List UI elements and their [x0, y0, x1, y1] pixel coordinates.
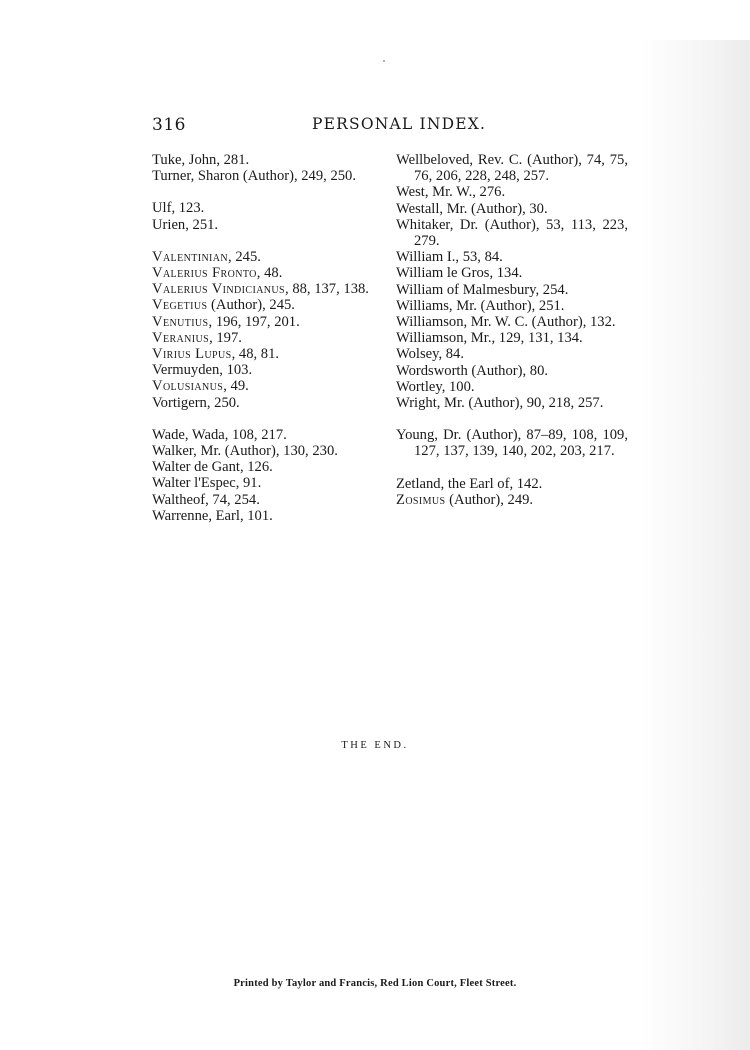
running-head: PERSONAL INDEX.	[312, 115, 487, 133]
index-entry: Zetland, the Earl of, 142.	[396, 475, 543, 492]
index-column-right	[396, 152, 628, 508]
index-entry: Walker, Mr. (Author), 130, 230.	[152, 443, 338, 460]
index-entry: Virius Lupus, 48, 81.	[152, 346, 280, 363]
index-entry: Wright, Mr. (Author), 90, 218, 257.	[396, 395, 604, 412]
index-entry: Wellbeloved, Rev. C. (Author), 74, 75, 76, 206, 228, 248, 257.	[396, 152, 628, 185]
index-entry: Ulf, 123.	[152, 200, 205, 217]
index-entry: Zosimus (Author), 249.	[396, 491, 534, 508]
index-entry: Wade, Wada, 108, 217.	[152, 426, 287, 443]
index-entry: Waltheof, 74, 254.	[152, 491, 260, 508]
index-entry: Wordsworth (Author), 80.	[396, 362, 549, 379]
page-number: 316	[152, 115, 186, 135]
index-entry: Volusianus, 49.	[152, 378, 249, 395]
the-end-label: THE END.	[341, 740, 409, 751]
index-entry: Westall, Mr. (Author), 30.	[396, 200, 548, 217]
index-entry: William I., 53, 84.	[396, 249, 503, 266]
index-entry: William of Malmesbury, 254.	[396, 281, 569, 298]
index-entry: Wolsey, 84.	[396, 346, 465, 363]
index-entry: Vortigern, 250.	[152, 394, 240, 411]
index-entry: Urien, 251.	[152, 216, 219, 233]
index-entry: Valerius Fronto, 48.	[152, 265, 283, 282]
index-entry: Young, Dr. (Author), 87–89, 108, 109, 127, 137, 139, 140, 202, 203, 217.	[396, 427, 628, 460]
index-entry: Walter l'Espec, 91.	[152, 475, 262, 492]
printer-imprint: Printed by Taylor and Francis, Red Lion Court, Fleet Street.	[233, 978, 517, 989]
index-entry: Veranius, 197.	[152, 329, 242, 346]
index-column-left	[152, 152, 377, 524]
index-entry: Williamson, Mr., 129, 131, 134.	[396, 330, 583, 347]
index-entry: William le Gros, 134.	[396, 265, 523, 282]
index-entry: Whitaker, Dr. (Author), 53, 113, 223, 279.	[396, 216, 628, 250]
index-entry: Vegetius (Author), 245.	[152, 297, 295, 314]
page-edge-shadow	[640, 40, 750, 1050]
index-entry: Turner, Sharon (Author), 249, 250.	[152, 168, 356, 185]
index-entry: Vermuyden, 103.	[152, 362, 253, 379]
index-entry: Tuke, John, 281.	[152, 152, 250, 168]
index-entry: West, Mr. W., 276.	[396, 184, 506, 201]
index-entry: Williams, Mr. (Author), 251.	[396, 297, 565, 314]
index-entry: Walter de Gant, 126.	[152, 459, 273, 476]
print-speck	[383, 60, 385, 62]
index-entry: Warrenne, Earl, 101.	[152, 507, 273, 524]
index-entry: Williamson, Mr. W. C. (Author), 132.	[396, 314, 616, 331]
index-entry: Valentinian, 245.	[152, 248, 261, 265]
index-entry: Venutius, 196, 197, 201.	[152, 313, 300, 330]
index-entry: Valerius Vindicianus, 88, 137, 138.	[152, 281, 369, 298]
index-entry: Wortley, 100.	[396, 378, 475, 395]
